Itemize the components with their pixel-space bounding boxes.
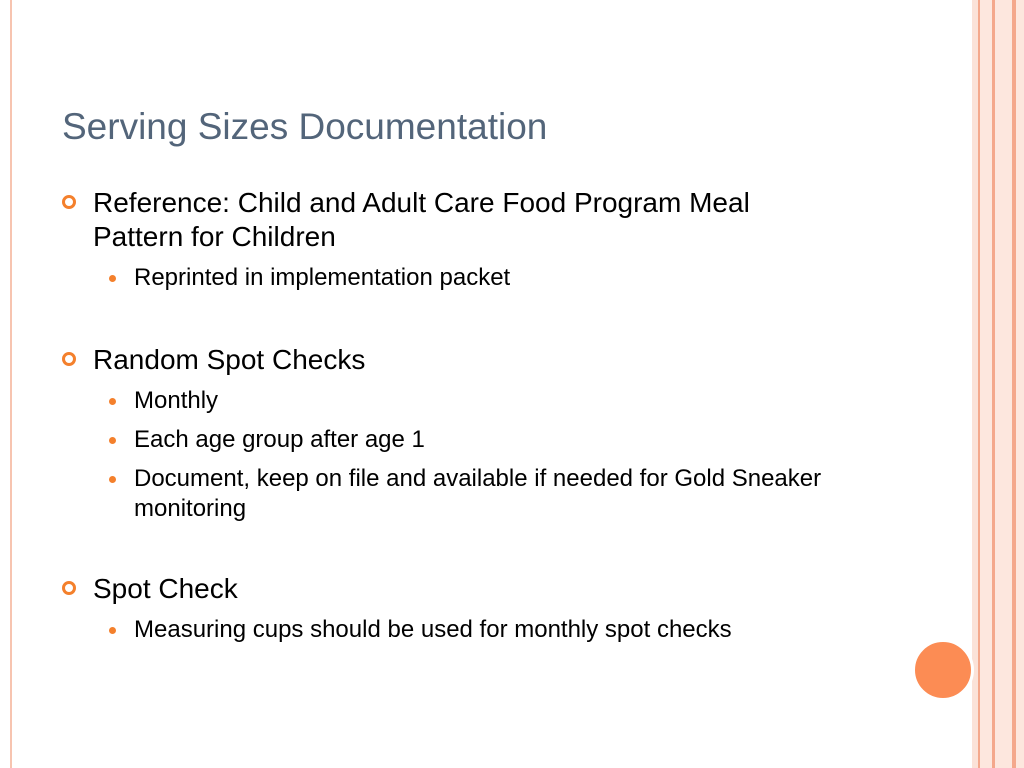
sub-bullet-text: Each age group after age 1: [134, 426, 425, 453]
orange-circle-decoration: [912, 639, 974, 701]
bullet-text: Spot Check: [93, 573, 238, 604]
dot-bullet-icon: [109, 275, 116, 282]
ring-bullet-icon: [62, 352, 76, 366]
left-border-decoration: [0, 0, 12, 768]
bullet-random-spot-checks: [62, 343, 892, 377]
dot-bullet-icon: [109, 437, 116, 444]
ring-bullet-icon: [62, 581, 76, 595]
sub-bullet-text: Monthly: [134, 387, 219, 414]
dot-bullet-icon: [109, 627, 116, 634]
sub-bullet-age-group: [62, 425, 892, 455]
sub-bullet-text: Document, keep on file and available if needed for Gold Sneaker monitoring: [134, 465, 822, 522]
sub-bullet-measuring-cups: [62, 615, 892, 645]
dot-bullet-icon: [109, 476, 116, 483]
sub-bullet-text: Reprinted in implementation packet: [134, 264, 511, 291]
slide-content: [62, 186, 892, 645]
ring-bullet-icon: [62, 195, 76, 209]
sub-bullet-reprinted: [62, 263, 892, 293]
bullet-text: Reference: Child and Adult Care Food Program Meal Pattern for Children: [93, 187, 750, 252]
dot-bullet-icon: [109, 398, 116, 405]
right-border-decoration: [972, 0, 1024, 768]
sub-bullet-monthly: [62, 386, 892, 416]
slide-title: Serving Sizes Documentation: [62, 106, 548, 147]
bullet-reference: [62, 186, 813, 254]
bullet-text: Random Spot Checks: [93, 344, 366, 375]
sub-bullet-text: Measuring cups should be used for monthly spot checks: [134, 616, 732, 643]
sub-bullet-document: [62, 464, 884, 524]
bullet-spot-check: [62, 572, 892, 606]
